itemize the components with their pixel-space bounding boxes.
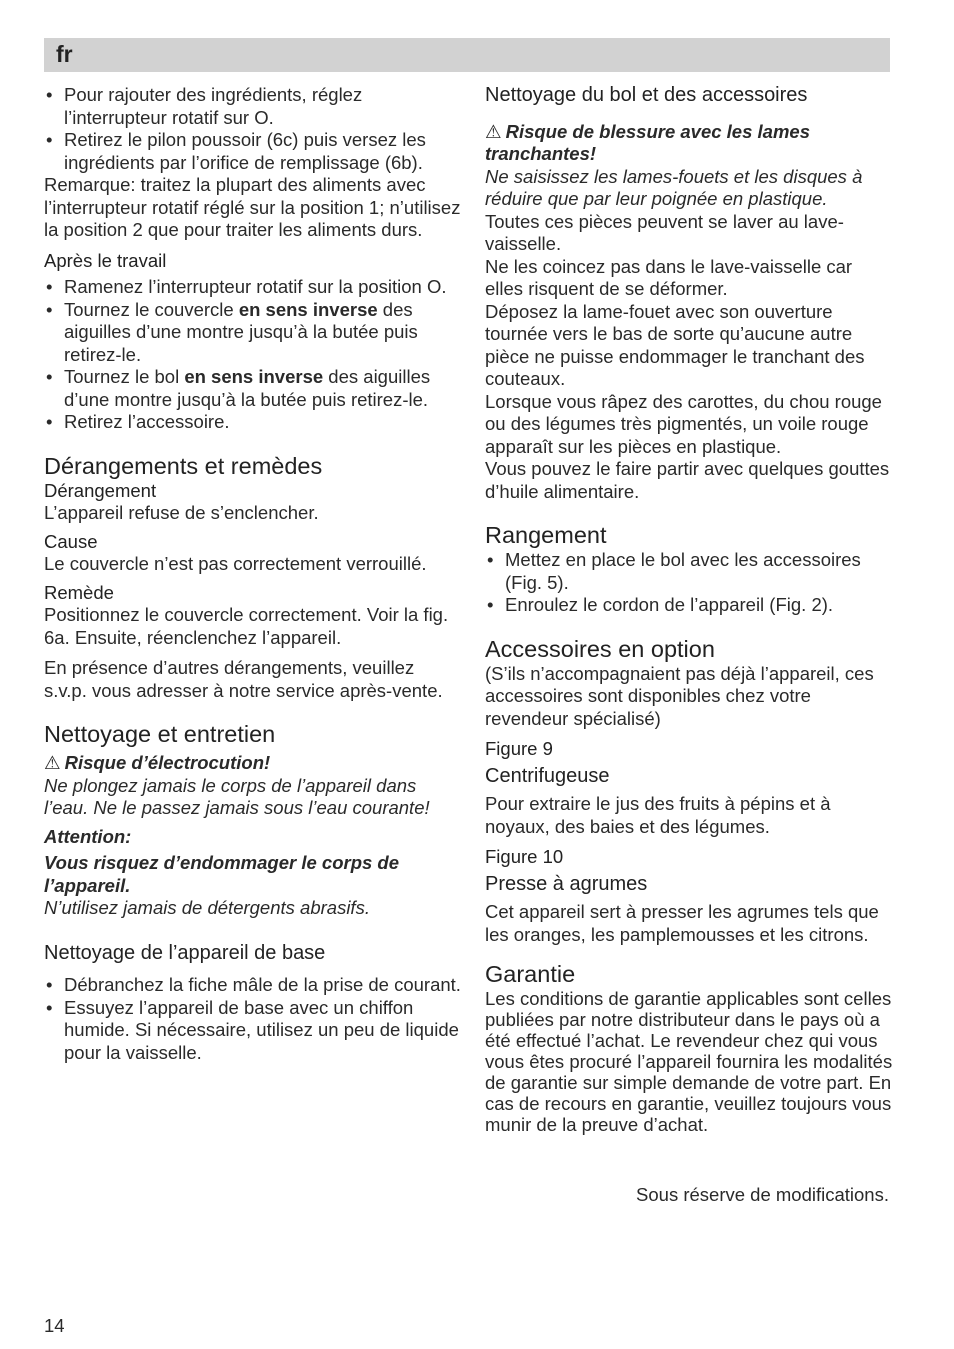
options-heading: Accessoires en option: [485, 635, 715, 662]
bowl-paragraph: Lorsque vous râpez des carottes, du chou rouge ou des légumes très pigmentés, un voile rouge apparaît sur les pièces en plastique.: [485, 390, 882, 457]
list-item: • Retirez l’accessoire.: [44, 411, 462, 434]
after-work-bullet-list: [44, 276, 462, 434]
other-troubles-text: En présence d’autres dérangements, veuillez s.v.p. vous adresser à notre service après-vente.: [44, 657, 443, 701]
warning-text: Risque de blessure avec les lames tranchantes!: [485, 120, 810, 164]
figure-9-label: Figure 9: [485, 738, 553, 759]
bowl-paragraph: Toutes ces pièces peuvent se laver au lave-vaisselle.: [485, 210, 844, 254]
options-text: (S’ils n’accompagnaient pas déjà l’appareil, ces accessoires sont disponibles chez votre revendeur spécialisé): [485, 662, 874, 729]
cleaning-heading: Nettoyage et entretien: [44, 721, 276, 747]
warranty-heading: Garantie: [485, 961, 576, 987]
storage-bullet-list: [485, 549, 895, 617]
figure-10-text: Cet appareil sert à presser les agrumes tels que les oranges, les pamplemousses et les citrons.: [485, 901, 879, 945]
language-header-bar: [44, 38, 890, 72]
bold-text: en sens inverse: [238, 298, 378, 320]
intro-bullet-list: [44, 84, 462, 174]
modifications-note: Sous réserve de modifications.: [636, 1184, 889, 1205]
list-item: • Essuyez l’appareil de base avec un chiffon humide. Si nécessaire, utilisez un peu de liquide pour la vaisselle.: [44, 997, 462, 1065]
bowl-paragraph: Vous pouvez le faire partir avec quelques gouttes d’huile alimentaire.: [485, 458, 890, 502]
remedy-text: Positionnez le couvercle correctement. Voir la fig. 6a. Ensuite, réenclenchez l’appareil.: [44, 604, 449, 648]
after-work-heading: Après le travail: [44, 249, 167, 271]
base-cleaning-bullet-list: [44, 974, 462, 1064]
base-cleaning-heading: Nettoyage de l’appareil de base: [44, 941, 326, 964]
storage-heading: Rangement: [485, 522, 607, 548]
abrasive-warning-text: N’utilisez jamais de détergents abrasifs.: [44, 897, 370, 918]
figure-9-title: Centrifugeuse: [485, 764, 610, 787]
figure-10-title: Presse à agrumes: [485, 872, 648, 895]
figure-9-text: Pour extraire le jus des fruits à pépins et à noyaux, des baies et des légumes.: [485, 793, 831, 837]
warning-triangle-icon: ⚠: [44, 752, 61, 773]
warning-text: Risque d’électrocution!: [64, 752, 271, 773]
blade-warning-text: Ne saisissez les lames-fouets et les disques à réduire que par leur poignée en plastique.: [485, 165, 863, 209]
list-item: • Débranchez la fiche mâle de la prise de courant.: [44, 974, 462, 997]
cause-text: Le couvercle n’est pas correctement verrouillé.: [44, 553, 427, 574]
warning-triangle-icon: ⚠: [485, 120, 502, 142]
warranty-text: Les conditions de garantie applicables sont celles publiées par notre distributeur dans le pays où a été effectué l’achat. Le revendeur chez qui vous vous êtes procuré l’appareil fournira les modalités de garantie sur simple demande de votre part. En cas de recours en garantie, veuillez toujours vous munir de la preuve d’achat.: [485, 988, 893, 1135]
language-code: fr: [56, 41, 73, 67]
bowl-paragraph: Déposez la lame-fouet avec son ouverture tournée vers le bas de sorte qu’aucune autre pièce ne puisse endommager le tranchant des couteaux.: [485, 300, 865, 389]
list-item: • Ramenez l’interrupteur rotatif sur la position O.: [44, 276, 462, 299]
list-item: • Pour rajouter des ingrédients, réglez l’interrupteur rotatif sur O.: [44, 84, 462, 129]
blade-warning: [485, 121, 895, 166]
text-span: Tournez le bol: [64, 366, 185, 387]
page-number: 14: [44, 1315, 65, 1336]
list-item: [44, 299, 462, 367]
list-item: • Retirez le pilon poussoir (6c) puis versez les ingrédients par l’orifice de remplissage (6b).: [44, 129, 462, 174]
electrocution-text: Ne plongez jamais le corps de l’appareil dans l’eau. Ne le passez jamais sous l’eau courante!: [44, 774, 430, 818]
bowl-cleaning-heading: Nettoyage du bol et des accessoires: [485, 84, 808, 106]
remedy-label: Remède: [44, 581, 114, 603]
bold-text: en sens inverse: [184, 366, 324, 387]
attention-text: Vous risquez d’endommager le corps de l’appareil.: [44, 852, 400, 896]
text-span: Tournez le couvercle: [64, 298, 239, 320]
left-column: [44, 84, 462, 1064]
text-span: des aiguilles d’une montre jusqu’à la butée puis retirez-le.: [64, 366, 431, 410]
derangement-label: Dérangement: [44, 479, 157, 501]
cause-label: Cause: [44, 530, 98, 552]
troubles-heading: Dérangements et remèdes: [44, 452, 323, 479]
list-item: [44, 366, 462, 411]
figure-10-label: Figure 10: [485, 846, 564, 867]
text-span: des aiguilles d’une montre jusqu’à la butée puis retirez-le.: [64, 298, 418, 365]
attention-label: Attention:: [44, 825, 132, 847]
remark-paragraph: Remarque: traitez la plupart des aliments avec l’interrupteur rotatif réglé sur la position 1; n’utilisez la position 2 que pour traiter les aliments durs.: [44, 174, 461, 240]
electrocution-warning: [44, 752, 462, 775]
derangement-text: L’appareil refuse de s’enclencher.: [44, 502, 319, 523]
list-item: • Enroulez le cordon de l’appareil (Fig. 2).: [485, 594, 895, 617]
list-item: • Mettez en place le bol avec les accessoires (Fig. 5).: [485, 549, 895, 594]
right-column: [485, 84, 895, 1135]
bowl-paragraph: Ne les coincez pas dans le lave-vaisselle car elles risquent de se déformer.: [485, 255, 853, 299]
